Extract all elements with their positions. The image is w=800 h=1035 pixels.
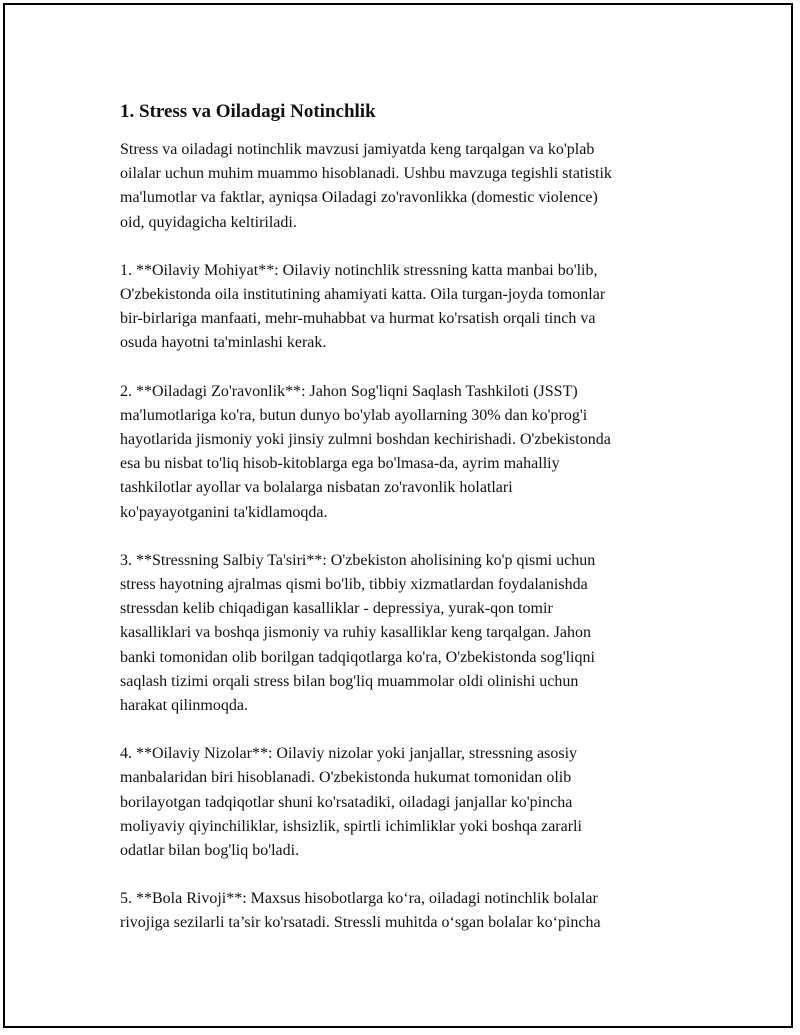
paragraph-line: banki tomonidan olib borilgan tadqiqotlarga ko'ra, O'zbekistonda sog'liqni	[120, 648, 595, 666]
paragraph-line: odatlar bilan bog'liq bo'ladi.	[120, 842, 300, 860]
document-content	[120, 99, 700, 960]
paragraph	[120, 887, 700, 935]
paragraph	[120, 742, 700, 863]
paragraph-line: hayotlarida jismoniy yoki jinsiy zulmni boshdan kechirishadi. O'zbekistonda	[120, 431, 611, 449]
paragraph-line: tashkilotlar ayollar va bolalarga nisbatan zo'ravonlik holatlari	[120, 479, 513, 497]
paragraph-line: 1. **Oilaviy Mohiyat**: Oilaviy notinchlik stressning katta manbai bo'lib,	[120, 261, 598, 279]
paragraph-line: oid, quyidagicha keltiriladi.	[120, 213, 297, 231]
paragraph-line: 3. **Stressning Salbiy Ta'siri**: O'zbekiston aholisining ko'p qismi uchun	[120, 551, 596, 569]
paragraph-line: stress hayotning ajralmas qismi bo'lib, tibbiy xizmatlardan foydalanishda	[120, 576, 588, 594]
paragraph-line: stressdan kelib chiqadigan kasalliklar - depressiya, yurak-qon tomir	[120, 600, 553, 618]
paragraph-line: 5. **Bola Rivoji**: Maxsus hisobotlarga ko‘ra, oiladagi notinchlik bolalar	[120, 890, 598, 908]
paragraph-line: ko'payayotganini ta'kidlamoqda.	[120, 503, 328, 521]
paragraph-line: esa bu nisbat to'liq hisob-kitoblarga ega bo'lmasa-da, ayrim mahalliy	[120, 455, 560, 473]
paragraph-line: O'zbekistonda oila institutining ahamiyati katta. Oila turgan-joyda tomonlar	[120, 286, 606, 304]
paragraph	[120, 138, 700, 235]
paragraph-line: harakat qilinmoqda.	[120, 697, 248, 715]
paragraph-line: moliyaviy qiyinchiliklar, ishsizlik, spirtli ichimliklar yoki boshqa zararli	[120, 817, 582, 835]
paragraph-line: kasalliklari va boshqa jismoniy va ruhiy kasalliklar keng tarqalgan. Jahon	[120, 624, 591, 642]
paragraph-line: rivojiga sezilarli ta’sir ko'rsatadi. Stressli muhitda o‘sgan bolalar ko‘pincha	[120, 914, 601, 932]
paragraph-line: ma'lumotlariga ko'ra, butun dunyo bo'ylab ayollarning 30% dan ko'prog'i	[120, 406, 588, 424]
paragraph-line: Stress va oiladagi notinchlik mavzusi jamiyatda keng tarqalgan va ko'plab	[120, 141, 595, 158]
document-body	[120, 138, 700, 936]
paragraph	[120, 380, 700, 525]
paragraph-line: saqlash tizimi orqali stress bilan bog'liq muammolar oldi olinishi uchun	[120, 672, 579, 690]
paragraph	[120, 259, 700, 356]
section-title: 1. Stress va Oiladagi Notinchlik	[120, 101, 376, 122]
paragraph-line: 2. **Oiladagi Zo'ravonlik**: Jahon Sog'liqni Saqlash Tashkiloti (JSST)	[120, 382, 578, 400]
paragraph-line: oilalar uchun muhim muammo hisoblanadi. Ushbu mavzuga tegishli statistik	[120, 165, 612, 183]
paragraph-line: osuda hayotni ta'minlashi kerak.	[120, 334, 327, 352]
paragraph-line: borilayotgan tadqiqotlar shuni ko'rsatadiki, oiladagi janjallar ko'pincha	[120, 793, 573, 811]
paragraph-line: bir-birlariga manfaati, mehr-muhabbat va hurmat ko'rsatish orqali tinch va	[120, 310, 596, 328]
paragraph-line: manbalaridan biri hisoblanadi. O'zbekistonda hukumat tomonidan olib	[120, 769, 572, 787]
document-page	[3, 3, 793, 1028]
paragraph-line: ma'lumotlar va faktlar, ayniqsa Oiladagi zo'ravonlikka (domestic violence)	[120, 189, 598, 207]
paragraph	[120, 549, 700, 718]
paragraph-line: 4. **Oilaviy Nizolar**: Oilaviy nizolar yoki janjallar, stressning asosiy	[120, 745, 578, 763]
